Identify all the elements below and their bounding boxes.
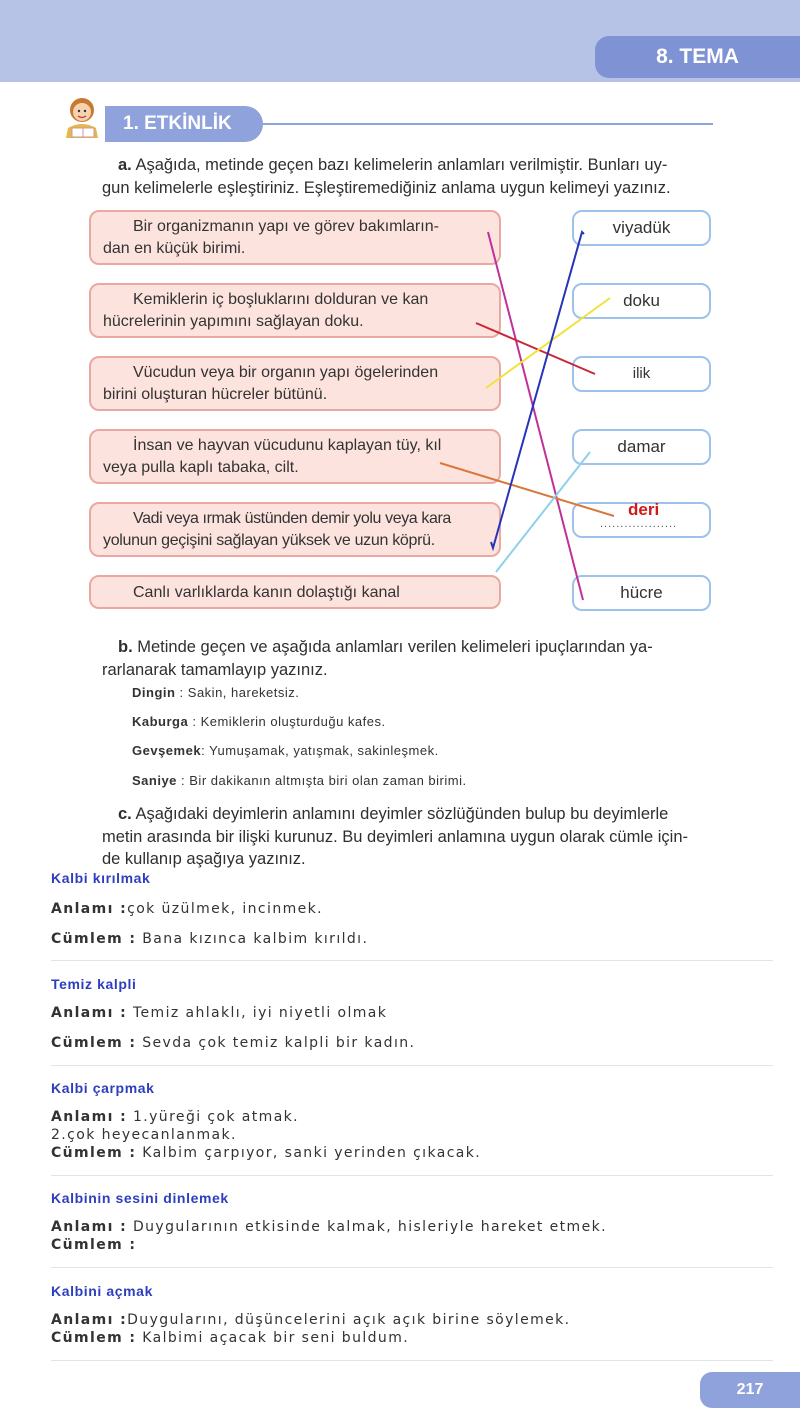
theme-tab: 8. TEMA bbox=[595, 36, 800, 78]
idiom-separator bbox=[51, 960, 773, 961]
word-box-doku[interactable]: doku bbox=[572, 283, 711, 319]
written-answer: deri bbox=[628, 500, 660, 519]
part-b-instruction: b. Metinde geçen ve aşağıda anlamları verilen kelimeleri ipuçlarından ya- bbox=[118, 638, 653, 656]
activity-title: 1. ETKİNLİK bbox=[105, 106, 263, 142]
idiom-title: Temiz kalpli bbox=[51, 976, 137, 992]
answer-dots: ................... bbox=[600, 518, 678, 530]
idiom-sentence: Cümlem : Sevda çok temiz kalpli bir kadın. bbox=[51, 1035, 416, 1051]
idiom-sentence: Cümlem : Kalbim çarpıyor, sanki yerinden çıkacak. bbox=[51, 1145, 482, 1161]
definition-box: Vadi veya ırmak üstünden demir yolu veya kara yolunun geçişini sağlayan yüksek ve uzun köprü. bbox=[89, 502, 501, 557]
part-c-instruction-3: de kullanıp aşağıya yazınız. bbox=[102, 850, 306, 868]
word-box-ilik[interactable]: ilik bbox=[572, 356, 711, 392]
match-line-ilik bbox=[476, 323, 595, 374]
vocab-item: Saniye : Bir dakikanın altmışta biri olan zaman birimi. bbox=[132, 773, 467, 788]
idiom-meaning: Anlamı : 1.yüreği çok atmak. bbox=[51, 1109, 300, 1125]
definition-box: Canlı varlıklarda kanın dolaştığı kanal bbox=[89, 575, 501, 609]
idiom-separator bbox=[51, 1267, 773, 1268]
part-a-instruction-2: gun kelimelerle eşleştiriniz. Eşleştiremediğiniz anlama uygun kelimeyi yazınız. bbox=[102, 179, 671, 197]
idiom-sentence: Cümlem : Kalbimi açacak bir seni buldum. bbox=[51, 1330, 410, 1346]
idiom-meaning: Anlamı :çok üzülmek, incinmek. bbox=[51, 901, 324, 917]
idiom-meaning-2: 2.çok heyecanlanmak. bbox=[51, 1127, 237, 1143]
vocab-item: Gevşemek: Yumuşamak, yatışmak, sakinleşmek. bbox=[132, 743, 439, 758]
idiom-separator bbox=[51, 1360, 773, 1361]
definition-box: Kemiklerin iç boşluklarını dolduran ve kan hücrelerinin yapımını sağlayan doku. bbox=[89, 283, 501, 338]
part-a-instruction: a. Aşağıda, metinde geçen bazı kelimelerin anlamları verilmiştir. Bunları uy- bbox=[118, 156, 668, 174]
idiom-separator bbox=[51, 1175, 773, 1176]
part-b-instruction-2: rarlanarak tamamlayıp yazınız. bbox=[102, 661, 328, 679]
match-line-deri bbox=[440, 463, 614, 516]
match-line-damar bbox=[496, 452, 590, 572]
idiom-sentence: Cümlem : bbox=[51, 1237, 137, 1253]
word-box-hucre[interactable]: hücre bbox=[572, 575, 711, 611]
vocab-item: Kaburga : Kemiklerin oluşturduğu kafes. bbox=[132, 714, 386, 729]
idiom-title: Kalbinin sesini dinlemek bbox=[51, 1190, 229, 1206]
definition-box: İnsan ve hayvan vücudunu kaplayan tüy, kıl veya pulla kaplı tabaka, cilt. bbox=[89, 429, 501, 484]
idiom-meaning: Anlamı : Duygularının etkisinde kalmak, hisleriyle hareket etmek. bbox=[51, 1219, 607, 1235]
idiom-meaning: Anlamı :Duygularını, düşüncelerini açık açık birine söylemek. bbox=[51, 1312, 571, 1328]
match-line-viyaduk bbox=[491, 232, 584, 548]
idiom-sentence: Cümlem : Bana kızınca kalbim kırıldı. bbox=[51, 931, 369, 947]
word-box-damar[interactable]: damar bbox=[572, 429, 711, 465]
match-line-doku bbox=[486, 298, 610, 388]
idiom-separator bbox=[51, 1065, 773, 1066]
idiom-title: Kalbi kırılmak bbox=[51, 870, 151, 886]
idiom-title: Kalbi çarpmak bbox=[51, 1080, 155, 1096]
match-line-hucre bbox=[488, 232, 583, 600]
part-c-instruction-2: metin arasında bir ilişki kurunuz. Bu deyimleri anlamına uygun olarak cümle için- bbox=[102, 828, 689, 846]
word-box-viyaduk[interactable]: viyadük bbox=[572, 210, 711, 246]
definition-box: Vücudun veya bir organın yapı ögelerinden birini oluşturan hücreler bütünü. bbox=[89, 356, 501, 411]
vocab-item: Dingin : Sakin, hareketsiz. bbox=[132, 685, 300, 700]
definition-box: Bir organizmanın yapı ve görev bakımların- dan en küçük birimi. bbox=[89, 210, 501, 265]
idiom-title: Kalbini açmak bbox=[51, 1283, 153, 1299]
part-c-instruction: c. Aşağıdaki deyimlerin anlamını deyimler sözlüğünden bulup bu deyimlerle bbox=[118, 805, 669, 823]
idiom-meaning: Anlamı : Temiz ahlaklı, iyi niyetli olmak bbox=[51, 1005, 388, 1021]
page-number: 217 bbox=[700, 1372, 800, 1408]
